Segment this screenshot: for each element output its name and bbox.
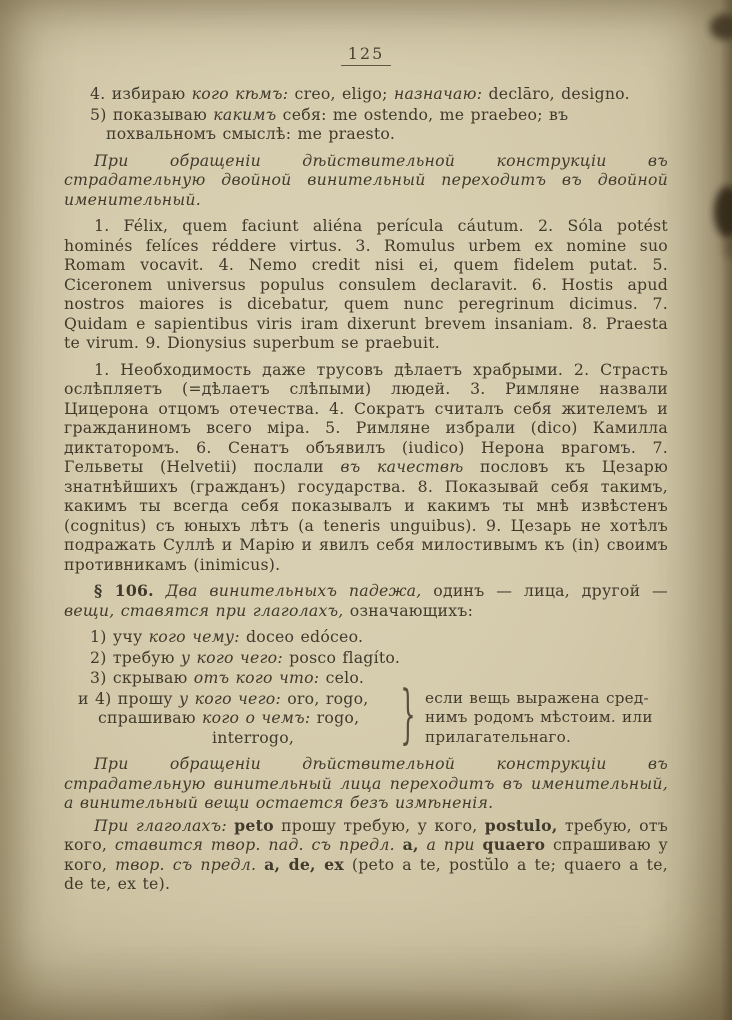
text-run: и 4) прошу bbox=[78, 688, 180, 708]
text-run: одинъ — лица, другой — bbox=[421, 581, 668, 600]
text-run: отъ кого что: bbox=[193, 668, 320, 687]
text-run: у кого чего: bbox=[179, 688, 281, 708]
text-run: спрашиваю bbox=[98, 708, 203, 727]
text-run bbox=[395, 835, 403, 854]
text-run: 5) показываю bbox=[90, 104, 214, 124]
text-run: въ качествѣ bbox=[340, 457, 464, 476]
text-run: oro, rogo, bbox=[281, 688, 369, 708]
text-run: creo, eligo; bbox=[288, 84, 394, 103]
page-number-rule bbox=[341, 65, 391, 66]
text-run: interrogo, bbox=[212, 727, 295, 747]
text-run: celo. bbox=[319, 668, 365, 687]
text-run: При глаголахъ: bbox=[94, 815, 227, 835]
brace-left-column bbox=[78, 689, 399, 748]
ink-stain-right-small bbox=[724, 238, 732, 258]
text-run: означающихъ: bbox=[343, 600, 474, 620]
text-run: твор. съ предл. bbox=[115, 854, 257, 874]
text-run: спрашиваю у кого, bbox=[64, 835, 668, 874]
brace-right-line: если вещь выражена сред- bbox=[424, 688, 649, 707]
text-run: postulo, bbox=[484, 815, 558, 835]
rule-item-3 bbox=[64, 668, 668, 688]
curly-brace-icon: } bbox=[400, 680, 416, 753]
text-run: вещи, ставятся при глаголахъ, bbox=[64, 600, 344, 620]
brace-left-line bbox=[78, 708, 399, 728]
text-run: a, bbox=[402, 835, 419, 854]
text-run: кого кѣмъ: bbox=[191, 84, 289, 103]
text-run: quaero bbox=[482, 835, 546, 854]
text-run: § 106. bbox=[94, 581, 154, 600]
peto-postulo-note bbox=[64, 816, 668, 894]
page-bottom-shading bbox=[210, 1002, 530, 1020]
rule-passive-double-nominative bbox=[64, 151, 668, 210]
russian-exercise bbox=[64, 360, 668, 575]
text-run: 4. избираю bbox=[90, 84, 192, 103]
ink-stain-right-edge bbox=[714, 186, 732, 238]
brace-left-line bbox=[78, 728, 399, 748]
brace-right-line: нимъ родомъ мѣстоим. или bbox=[424, 708, 653, 726]
rule-item-1 bbox=[64, 627, 668, 647]
text-run: При обращеніи дѣйствительной конструкціи въ страдательную винительный лица переходитъ въ именительный, а винительный вещи остается безъ измѣненія. bbox=[64, 754, 668, 812]
rule-item-2 bbox=[64, 648, 668, 668]
list-item-5 bbox=[64, 105, 668, 144]
text-run bbox=[475, 835, 483, 854]
page-number: 125 bbox=[347, 44, 385, 63]
latin-exercise bbox=[64, 216, 668, 353]
text-run: а при bbox=[426, 835, 475, 854]
brace-right-column bbox=[425, 689, 668, 748]
text-run bbox=[154, 581, 166, 600]
section-106-heading bbox=[64, 581, 668, 620]
rule-passive-person-nominative bbox=[64, 754, 668, 813]
text-run: doceo edóceo. bbox=[239, 627, 364, 646]
text-run: какимъ bbox=[213, 104, 277, 124]
text-run: 1. Félix, quem faciunt aliéna perícula cáutum. 2. Sóla potést hominés felíces réddere virtus. 3. Romulus urbem ex nomine suo Romam vocavit. 4. Nemo credit nisi ei, quem fidelem putat. 5. Ciceronem universus populus consulem declaravit. 6. Hostis apud nostros maiores is dicebatur, quem nunc peregrinum dicimus. 7. Quidam e sapientibus viris iram dixerunt brevem insaniam. 8. Praesta te virum. 9. Dionysius superbum se praebuit. bbox=[64, 216, 668, 352]
text-run: declāro, designo. bbox=[482, 84, 630, 103]
list-item-4 bbox=[64, 84, 668, 104]
text-run: требую, отъ кого, bbox=[64, 815, 668, 854]
page-content bbox=[64, 84, 668, 897]
rule-item-4-group bbox=[64, 680, 668, 753]
text-run: 1. Необходимость даже трусовъ дѣлаетъ храбрыми. 2. Страсть ослѣпляетъ (=дѣлаетъ слѣпыми) людей. 3. Римляне назвали Цицерона отцомъ отечества. 4. Сократъ считалъ себя жителемъ и гражданиномъ всего міра. 5. Римляне избрали (dico) Камилла диктаторомъ. 6. Сенатъ объявилъ (iudico) Нерона врагомъ. 7. Гельветы (Helvetii) послали bbox=[64, 359, 668, 476]
text-run: кого чему: bbox=[148, 627, 240, 646]
ink-stain-top-right bbox=[710, 14, 732, 40]
text-run: прошу требую, у кого, bbox=[273, 815, 485, 835]
text-run: a, de, ex bbox=[264, 854, 344, 874]
page-edge-shadow bbox=[720, 0, 732, 1020]
text-run: peto bbox=[234, 815, 274, 835]
text-run: При обращеніи дѣйствительной конструкціи въ страдательную двойной винительный переходитъ въ двойной именительный. bbox=[64, 150, 668, 209]
text-run: 2) требую bbox=[90, 647, 181, 667]
brace-right-line: прилагательнаго. bbox=[424, 727, 572, 746]
text-run: Два винительныхъ падежа, bbox=[165, 581, 422, 600]
text-run: posco flagíto. bbox=[282, 647, 401, 667]
text-run: (peto a te, postŭlo a te; quaero a te, de te, ex te). bbox=[64, 854, 668, 893]
text-run: 1) учу bbox=[90, 627, 149, 646]
brace-left-line bbox=[78, 689, 399, 709]
text-run: 3) скрываю bbox=[90, 668, 194, 687]
text-run: у кого чего: bbox=[180, 647, 283, 667]
text-run: кого о чемъ: bbox=[202, 708, 311, 727]
text-run: себя: me ostendo, me praebeo; въ похвальномъ смыслѣ: me praesto. bbox=[106, 104, 569, 143]
page-header bbox=[64, 44, 668, 66]
text-run: rogo, bbox=[310, 708, 360, 727]
text-run: ставится твор. пад. съ предл. bbox=[114, 835, 395, 854]
text-run bbox=[256, 855, 264, 874]
text-run: назначаю: bbox=[393, 84, 483, 103]
text-run: пословъ къ Цезарю знатнѣйшихъ (гражданъ) государства. 8. Показывай себя такимъ, какимъ ты всегда себя показывалъ и какимъ ты мнѣ извѣстенъ (cognitus) съ юныхъ лѣтъ (a teneris unguibus). 9. Цезарь не хотѣлъ подражать Суллѣ и Марію и явилъ себя милостивымъ къ (in) своимъ противникамъ (inimicus). bbox=[64, 457, 668, 574]
